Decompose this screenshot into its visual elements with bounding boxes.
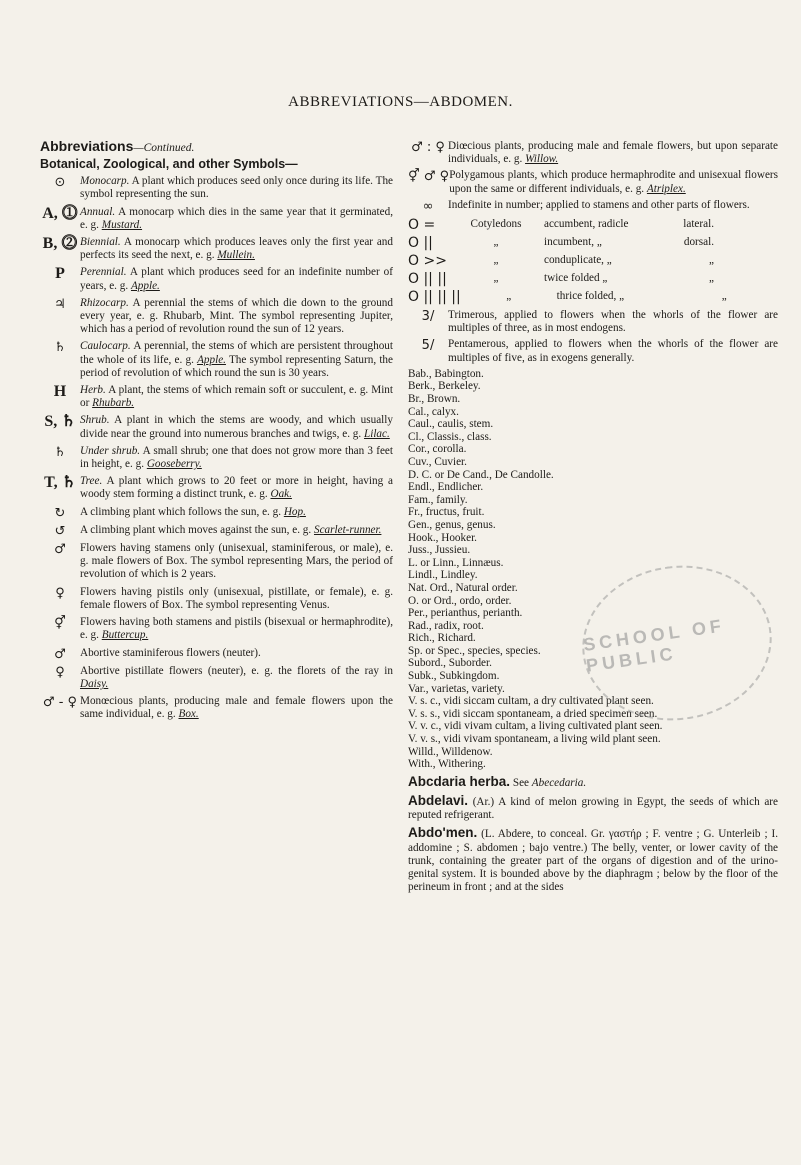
symbol-description: Herb. A plant, the stems of which remain soft or succulent, e. g. Mint or Rhubarb.	[80, 384, 393, 410]
symbol-term: Herb.	[80, 384, 106, 397]
left-column	[40, 140, 393, 726]
cotyledon-type: thrice folded, „	[556, 290, 625, 303]
symbol-description: Indefinite in number; applied to stamens and other parts of flowers.	[448, 198, 750, 211]
headword: Abcdaria herba.	[408, 773, 511, 789]
symbol-glyph: ♀	[55, 664, 65, 680]
symbol-example: Box.	[178, 708, 199, 721]
cotyledon-type: conduplicate, „	[544, 254, 612, 267]
symbol-entry	[40, 206, 393, 232]
symbol-description: Monœcious plants, producing male and female flowers upon the same individual, e. g. Box.	[80, 695, 393, 721]
symbol-example: Daisy.	[80, 677, 109, 690]
cotyledon-type: accumbent, radicle	[544, 218, 629, 231]
symbol-example: Gooseberry.	[146, 458, 202, 471]
abbreviation-item: Subk., Subkingdom.	[408, 670, 500, 683]
symbol-description: Caulocarp. A perennial, the stems of which are persistent throughout the whole of its life, e. g. Apple. The symbol representing Saturn, the period of revolution of which round the sun is 30 years.	[80, 340, 393, 379]
abbreviation-item: D. C. or De Cand., De Candolle.	[408, 468, 554, 481]
symbol-glyph: ♂	[54, 542, 66, 558]
cross-reference: Abecedaria.	[531, 776, 587, 789]
symbol-entry	[40, 414, 393, 440]
cotyledon-table	[408, 216, 778, 306]
symbol-example: Rhubarb.	[92, 397, 135, 410]
symbol-description: Polygamous plants, which produce hermaphrodite and unisexual flowers upon the same or different individuals, e. g. Atriplex.	[449, 169, 778, 195]
symbol-description: Annual. A monocarp which dies in the same year that it germinated, e. g. Mustard.	[80, 205, 393, 231]
symbol-entry	[40, 524, 393, 538]
abbreviation-item: Subord., Suborder.	[408, 657, 492, 670]
symbol-example: Buttercup.	[101, 629, 149, 642]
running-head: ABBREVIATIONS—ABDOMEN.	[288, 94, 513, 110]
symbol-description: Flowers having pistils only (unisexual, pistillate, or female), e. g. female flowers of Box. The symbol representing Venus.	[80, 585, 393, 611]
symbol-entry	[40, 616, 393, 642]
section-subtitle: Botanical, Zoological, and other Symbols—	[40, 157, 298, 172]
symbol-entry	[40, 340, 393, 380]
symbol-entry	[40, 445, 393, 471]
abbreviation-item: Nat. Ord., Natural order.	[408, 581, 518, 594]
cotyledon-radicle: lateral.	[683, 218, 714, 231]
abbreviation-item: Berk., Berkeley.	[408, 380, 481, 393]
symbol-example: Mullein.	[217, 249, 255, 262]
cotyledon-radicle: „	[721, 290, 727, 303]
abbreviation-item: Sp. or Spec., species, species.	[408, 644, 541, 657]
abbreviation-item: Var., varietas, variety.	[408, 682, 505, 695]
headword: Abdo'men.	[408, 825, 478, 841]
abbreviation-item: Willd., Willdenow.	[408, 745, 493, 758]
symbol-glyph: B, ⓶	[42, 235, 78, 253]
symbol-entry	[408, 140, 778, 166]
abbreviation-item: V. s. s., vidi siccam spontaneam, a dried specimen seen.	[408, 707, 658, 720]
abbreviation-item: Rich., Richard.	[408, 632, 476, 645]
symbol-entry	[40, 665, 393, 691]
abbreviation-item: Cal., calyx.	[408, 405, 459, 418]
symbol-glyph: ♃	[54, 296, 66, 312]
symbol-glyph: ♂ - ♀	[42, 695, 78, 711]
symbol-description: Perennial. A plant which produces seed for an indefinite number of years, e. g. Apple.	[80, 266, 393, 292]
abbreviation-item: Juss., Jussieu.	[408, 544, 471, 557]
symbol-description: A climbing plant which moves against the sun, e. g. Scarlet-runner.	[80, 523, 382, 536]
symbol-term: Under shrub.	[80, 444, 141, 457]
cotyledon-label: „	[493, 272, 499, 285]
symbol-term: Caulocarp.	[80, 340, 131, 353]
symbol-term: Perennial.	[80, 266, 127, 279]
symbol-entry	[40, 475, 393, 501]
symbol-term: Shrub.	[80, 414, 110, 427]
abbreviation-item: Fr., fructus, fruit.	[408, 506, 485, 519]
cotyledon-symbol: O || ||	[408, 271, 447, 288]
abbreviation-item: Per., perianthus, perianth.	[408, 607, 523, 620]
symbol-description: Monocarp. A plant which produces seed only once during its life. The symbol representing the sun.	[80, 175, 393, 201]
section-title	[40, 140, 393, 155]
cotyledon-row	[408, 288, 778, 306]
symbol-glyph: ↻	[54, 505, 66, 521]
symbol-description: Rhizocarp. A perennial the stems of which die down to the ground every year, e. g. Rhubarb, Mint. The symbol representing Jupiter, which has a period of revolution round the sun of 12 years.	[80, 296, 393, 336]
abbreviation-item: Endl., Endlicher.	[408, 481, 484, 494]
abbreviation-item: Lindl., Lindley.	[408, 569, 478, 582]
symbol-example: Apple.	[130, 279, 160, 292]
symbol-entry	[40, 384, 393, 410]
section-continued: —Continued.	[133, 142, 195, 154]
headword: Abdelavi.	[408, 793, 469, 809]
library-stamp: SCHOOL OF PUBLIC	[572, 554, 782, 733]
abbreviation-item: Cor., corolla.	[408, 443, 467, 456]
abbreviation-item: V. v. c., vidi vivam cultam, a living cultivated plant seen.	[408, 720, 663, 733]
symbol-description: A climbing plant which follows the sun, e. g. Hop.	[80, 505, 306, 518]
symbol-glyph: ⚥	[54, 616, 66, 632]
abbreviation-item: V. v. s., vidi vivam spontaneam, a living wild plant seen.	[408, 733, 661, 746]
cotyledon-label: „	[506, 290, 512, 303]
abbreviation-item: Gen., genus, genus.	[408, 518, 496, 531]
merous-symbol: 5/	[421, 338, 435, 354]
cotyledon-label: Cotyledons	[470, 218, 522, 231]
section-title-text: Abbreviations	[40, 138, 134, 154]
abbreviation-item: O. or Ord., ordo, order.	[408, 594, 512, 607]
cotyledon-type: incumbent, „	[544, 236, 602, 249]
symbol-entry	[40, 266, 393, 292]
symbol-entry	[40, 175, 393, 201]
symbol-term: Tree.	[80, 475, 103, 488]
symbol-glyph: ⊙	[54, 175, 66, 191]
cotyledon-symbol: O ||	[408, 235, 433, 252]
dictionary-entry: Abcdaria herba. See Abecedaria.	[408, 773, 587, 789]
symbol-example: Scarlet-runner.	[313, 523, 382, 536]
dictionary-entries	[408, 775, 778, 895]
cotyledon-radicle: „	[709, 254, 714, 267]
cotyledon-row	[408, 270, 778, 288]
right-column	[408, 140, 778, 894]
symbol-example: Lilac.	[363, 427, 390, 440]
cotyledon-label: „	[493, 236, 499, 249]
merous-symbol: 3/	[421, 309, 435, 325]
abbreviation-item: L. or Linn., Linnæus.	[408, 556, 504, 569]
abbreviation-item: Cuv., Cuvier.	[408, 455, 467, 468]
symbol-glyph: P	[55, 265, 65, 283]
merous-entry	[408, 338, 778, 364]
dictionary-entry: Abdelavi. (Ar.) A kind of melon growing in Egypt, the seeds of which are reputed refrigerant.	[408, 793, 778, 822]
symbol-description: Shrub. A plant in which the stems are woody, and which usually divide near the ground into numerous branches and twigs, e. g. Lilac.	[80, 414, 393, 440]
symbol-entry	[408, 169, 778, 195]
symbol-term: Annual.	[80, 205, 116, 218]
symbol-entry	[40, 695, 393, 721]
symbol-example: Willow.	[525, 153, 559, 166]
symbol-glyph: H	[53, 383, 67, 401]
symbol-glyph: T, ♄	[44, 474, 76, 492]
merous-list	[408, 309, 778, 365]
abbreviation-list	[408, 368, 778, 771]
abbreviation-item: Hook., Hooker.	[408, 531, 477, 544]
symbol-description: Flowers having stamens only (unisexual, staminiferous, or male), e. g. male flowers of Box. The symbol representing Mars, the period of revolution of which is 2 years.	[80, 542, 393, 581]
symbol-term: Rhizocarp.	[80, 296, 129, 309]
symbol-glyph: A, ⓵	[42, 204, 78, 222]
cotyledon-row	[408, 234, 778, 252]
cotyledon-row	[408, 252, 778, 270]
merous-description: Trimerous, applied to flowers when the whorls of the flower are multiples of three, as in most endogens.	[448, 309, 778, 335]
symbol-entry	[40, 506, 393, 520]
abbreviation-item: With., Withering.	[408, 758, 486, 771]
cotyledon-symbol: O || || ||	[408, 289, 461, 306]
symbol-glyph: ♂ : ♀	[411, 140, 445, 155]
symbol-glyph: ⚥ ♂ ♀	[408, 169, 450, 185]
symbol-example: Atriplex.	[646, 182, 686, 195]
cotyledon-type: twice folded „	[544, 272, 608, 285]
abbreviation-item: Caul., caulis, stem.	[408, 418, 494, 431]
symbol-example: Apple.	[197, 353, 226, 366]
symbol-description: Flowers having both stamens and pistils (bisexual or hermaphrodite), e. g. Buttercup.	[80, 616, 393, 642]
merous-description: Pentamerous, applied to flowers when the whorls of the flower are multiples of five, as in exogens generally.	[448, 338, 778, 364]
symbol-description: Tree. A plant which grows to 20 feet or more in height, having a woody stem forming a distinct trunk, e. g. Oak.	[80, 475, 393, 501]
symbol-entry	[40, 647, 393, 661]
merous-entry	[408, 309, 778, 335]
cotyledon-radicle: dorsal.	[683, 236, 714, 249]
cotyledon-label: „	[493, 254, 499, 267]
cotyledon-symbol: O >>	[408, 253, 447, 270]
symbol-glyph: ♂	[54, 646, 66, 662]
symbol-entry	[40, 236, 393, 262]
symbol-glyph: ♄	[54, 340, 66, 356]
cotyledon-radicle: „	[709, 272, 714, 285]
symbol-example: Mustard.	[101, 218, 143, 231]
symbol-glyph: ♀	[55, 585, 65, 601]
symbol-description: Abortive staminiferous flowers (neuter).	[80, 646, 261, 659]
right-symbol-list	[408, 140, 778, 213]
symbol-description: Diœcious plants, producing male and female flowers, but upon separate individuals, e. g. Willow.	[448, 140, 778, 166]
symbol-entry	[40, 542, 393, 582]
abbreviation-item: Br., Brown.	[408, 393, 461, 406]
dictionary-entry: Abdo'men. (L. Abdere, to conceal. Gr. γαστήρ ; F. ventre ; G. Unterleib ; I. addomine ; S. abdomen ; bajo ventre.) The belly, venter, or lower cavity of the trunk, containing the greater part of the organs of digestion and of the urino-genital system. It is bounded above by the diaphragm ; below by the floor of the perineum in front ; and at the sides	[408, 825, 778, 894]
symbol-glyph: ∞	[422, 198, 434, 214]
abbreviation-item: Cl., Classis., class.	[408, 430, 492, 443]
symbol-term: Monocarp.	[80, 175, 130, 188]
symbol-entry	[408, 199, 778, 213]
symbol-entry	[40, 586, 393, 612]
symbol-entry	[40, 297, 393, 337]
abbreviation-item: Rad., radix, root.	[408, 619, 484, 632]
cotyledon-symbol: O =	[408, 217, 436, 234]
symbol-glyph: ↺	[54, 523, 66, 539]
abbreviation-item: Bab., Babington.	[408, 367, 484, 380]
symbol-glyph: S, ♄	[44, 413, 76, 431]
symbol-description: Biennial. A monocarp which produces leaves only the first year and perfects its seed the next, e. g. Mullein.	[80, 236, 393, 262]
symbol-glyph: ♄	[54, 444, 66, 460]
symbol-description: Abortive pistillate flowers (neuter), e. g. the florets of the ray in Daisy.	[80, 664, 393, 690]
symbol-example: Hop.	[283, 505, 306, 518]
symbol-list	[40, 175, 393, 721]
abbreviation-item: Fam., family.	[408, 493, 468, 506]
abbreviation-item: V. s. c., vidi siccam cultam, a dry cultivated plant seen.	[408, 695, 654, 708]
cotyledon-row	[408, 216, 778, 234]
symbol-example: Oak.	[270, 488, 292, 501]
symbol-term: Biennial.	[80, 236, 121, 249]
symbol-description: Under shrub. A small shrub; one that does not grow more than 3 feet in height, e. g. Gooseberry.	[80, 444, 393, 471]
